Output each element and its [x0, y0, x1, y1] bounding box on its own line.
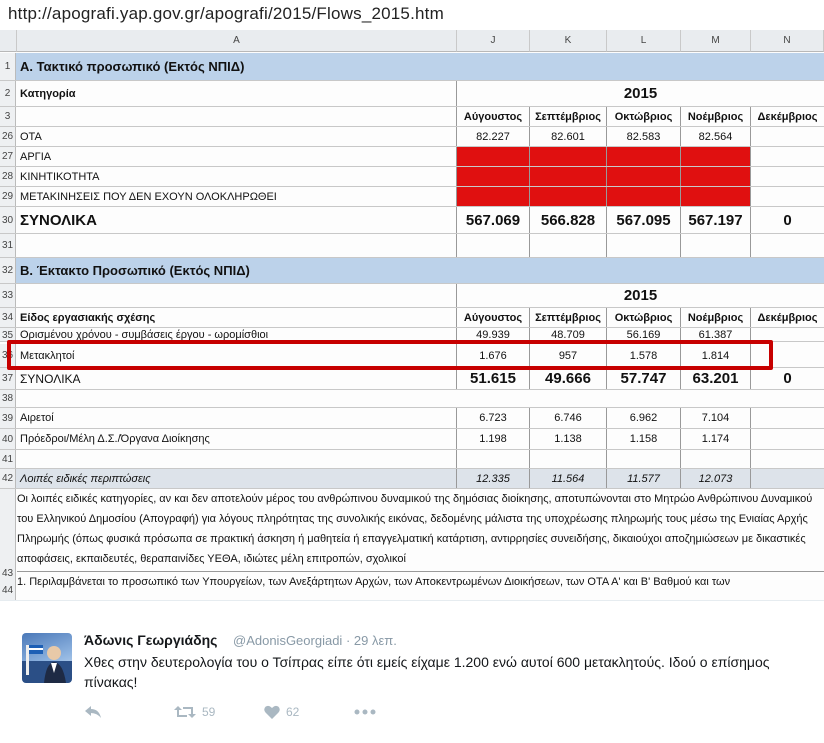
- row-number: 40: [0, 429, 16, 449]
- empty-cell: [17, 107, 457, 126]
- empty-cell: [681, 450, 751, 468]
- month-header: Αύγουστος: [457, 107, 530, 126]
- row-number: 26: [0, 127, 16, 146]
- value-cell: 6.723: [457, 408, 530, 428]
- row-label: Λοιπές ειδικές περιπτώσεις: [17, 469, 457, 488]
- empty-cell: [681, 234, 751, 257]
- redacted-cell: [530, 167, 607, 186]
- argia-row: [0, 147, 824, 167]
- col-header-m: M: [681, 30, 751, 52]
- more-button[interactable]: [354, 709, 376, 715]
- value-cell: 82.564: [681, 127, 751, 146]
- footnote: 1. Περιλαμβάνεται το προσωπικό των Υπουργείων, των Ανεξάρτητων Αρχών, των Αποκεντρωμένων Διοικήσεων, των ΟΤΑ Α' και Β' Βαθμού και των: [17, 571, 824, 592]
- col-header-k: K: [530, 30, 607, 52]
- row-label: Ορισμένου χρόνου - συμβάσεις έργου - ωρομίσθιοι: [17, 328, 457, 341]
- redacted-cell: [457, 167, 530, 186]
- like-button[interactable]: [264, 705, 354, 719]
- section-a-title-row: [0, 53, 824, 81]
- row-number: 29: [0, 187, 16, 206]
- tweet-actions: [84, 701, 376, 723]
- year-row: [0, 284, 824, 308]
- section-b-total-row: [0, 368, 824, 390]
- value-cell: 1.174: [681, 429, 751, 449]
- more-icon: [354, 709, 376, 715]
- value-cell: 7.104: [681, 408, 751, 428]
- empty-cell: [530, 450, 607, 468]
- value-cell: 61.387: [681, 328, 751, 341]
- month-header: Δεκέμβριος: [757, 110, 818, 123]
- section-a-title: Α. Τακτικό προσωπικό (Εκτός ΝΠΙΔ): [20, 59, 245, 74]
- row-label: ΚΙΝΗΤΙΚΟΤΗΤΑ: [17, 167, 457, 186]
- month-header: Οκτώβριος: [607, 107, 681, 126]
- row-number: 39: [0, 408, 16, 428]
- row-number: 27: [0, 147, 16, 166]
- row-label: Μετακλητοί: [17, 344, 457, 367]
- row-label: ΜΕΤΑΚΙΝΗΣΕΙΣ ΠΟΥ ΔΕΝ ΕΧΟΥΝ ΟΛΟΚΛΗΡΩΘΕΙ: [17, 187, 457, 206]
- category-label: Είδος εργασιακής σχέσης: [17, 308, 457, 327]
- section-b-months-row: [0, 308, 824, 328]
- row-number: 3: [0, 107, 16, 126]
- category-row: [0, 81, 824, 107]
- value-cell: 6.962: [607, 408, 681, 428]
- empty-row: [0, 234, 824, 258]
- author-name[interactable]: Άδωνις Γεωργιάδης: [84, 632, 218, 648]
- total-cell: 51.615: [457, 368, 530, 389]
- total-cell: 567.095: [607, 207, 681, 233]
- row-label: Αιρετοί: [17, 408, 457, 428]
- row-number: 1: [0, 53, 16, 80]
- empty-cell: [607, 450, 681, 468]
- row-number: 32: [0, 258, 16, 283]
- section-b-title-row: [0, 258, 824, 284]
- corner-cell: [0, 30, 17, 52]
- row-number: 44: [0, 581, 16, 600]
- value-cell: 11.564: [530, 469, 607, 488]
- airetoi-row: [0, 408, 824, 429]
- redacted-cell: [607, 147, 681, 166]
- row-label: ΑΡΓΙΑ: [17, 147, 457, 166]
- category-label: Κατηγορία: [17, 81, 457, 106]
- row-label: ΣΥΝΟΛΙΚΑ: [17, 368, 457, 389]
- months-row: [0, 107, 824, 127]
- month-header: Αύγουστος: [457, 308, 530, 327]
- empty-cell: [607, 234, 681, 257]
- redacted-cell: [681, 167, 751, 186]
- empty-cell: [457, 234, 530, 257]
- empty-cell: [17, 284, 457, 307]
- spreadsheet-image: [0, 30, 824, 600]
- value-cell: 82.601: [530, 127, 607, 146]
- avatar[interactable]: [22, 633, 72, 683]
- empty-cell: [17, 234, 457, 257]
- author-handle[interactable]: @AdonisGeorgiadi: [233, 633, 343, 648]
- value-cell: 1.138: [530, 429, 607, 449]
- section-a-total-row: [0, 207, 824, 234]
- row-number: 37: [0, 368, 16, 389]
- total-cell: 566.828: [530, 207, 607, 233]
- month-header: Νοέμβριος: [681, 308, 751, 327]
- row-number: 43: [0, 489, 16, 581]
- row-label: ΣΥΝΟΛΙΚΑ: [17, 207, 457, 233]
- value-cell: 12.073: [681, 469, 751, 488]
- month-header: Σεπτέμβριος: [530, 107, 607, 126]
- row-number: 38: [0, 390, 16, 407]
- row-number: 35: [0, 328, 16, 341]
- value-cell: 6.746: [530, 408, 607, 428]
- total-cell: 0: [783, 370, 792, 387]
- tweet-text: Χθες στην δευτερολογία του ο Τσίπρας είπε ότι εμείς είχαμε 1.200 ενώ αυτοί 600 μετακλητούς. Ιδού ο επίσημος πίνακας!: [84, 654, 770, 690]
- value-cell: 957: [530, 344, 607, 367]
- empty-row: [0, 390, 824, 408]
- col-header-n: N: [751, 30, 824, 52]
- heart-icon: [264, 705, 280, 719]
- value-cell: 1.676: [457, 344, 530, 367]
- row-label: Πρόεδροι/Μέλη Δ.Σ./Όργανα Διοίκησης: [17, 429, 457, 449]
- explanatory-note: Οι λοιπές ειδικές κατηγορίες, αν και δεν αποτελούν μέρος του ανθρώπινου δυναμικού της δημόσιας διοίκησης, αποτυπώνονται στο Μητρώο Ανθρώπινου Δυναμικού του Ελληνικού Δημοσίου (Απογραφή) για λόγους πληρότητας της συνολικής εικόνας, δεδομένης μάλιστα της υποχρέωσης πληρωμής τους μέσω της Ενιαίας Αρχής Πληρωμής (όπως φυσικά πρόσωπα σε πρακτική άσκηση ή μαθητεία ή επαγγελματική κατάρτιση, αντιρρησίες συνειδήσης, δικαιούχοι αποζημιώσεων με δικαστικές αποφάσεις, εκπαιδευτές, θεραπαινίδες ΥΕΘΑ, ιδιώτες μέλη επιτροπών, σχολικοί: [17, 493, 813, 565]
- total-cell: 0: [783, 211, 792, 229]
- month-header: Δεκέμβριος: [757, 311, 818, 324]
- row-label: ΟΤΑ: [17, 127, 457, 146]
- redacted-cell: [457, 187, 530, 206]
- tweet-time[interactable]: 29 λεπ.: [353, 633, 397, 648]
- total-cell: 49.666: [530, 368, 607, 389]
- tweet: [0, 600, 824, 743]
- reply-button[interactable]: [84, 705, 174, 719]
- empty-row: [0, 450, 824, 469]
- value-cell: 56.169: [607, 328, 681, 341]
- month-header: Οκτώβριος: [607, 308, 681, 327]
- row-number: 30: [0, 207, 16, 233]
- redacted-cell: [607, 167, 681, 186]
- value-cell: 48.709: [530, 328, 607, 341]
- section-b-title: Β. Έκτακτο Προσωπικό (Εκτός ΝΠΙΔ): [20, 263, 250, 278]
- value-cell: 82.583: [607, 127, 681, 146]
- value-cell: 1.198: [457, 429, 530, 449]
- retweet-count: 59: [202, 705, 216, 719]
- kinitikotita-row: [0, 167, 824, 187]
- redacted-cell: [681, 147, 751, 166]
- row-number: 28: [0, 167, 16, 186]
- author-handle-line[interactable]: @AdonisGeorgiadi · 29 λεπ.: [233, 633, 397, 648]
- redacted-cell: [530, 187, 607, 206]
- col-header-j: J: [457, 30, 530, 52]
- ota-row: [0, 127, 824, 147]
- total-cell: 57.747: [607, 368, 681, 389]
- year-label: 2015: [623, 85, 658, 102]
- total-cell: 567.069: [457, 207, 530, 233]
- empty-cell: [17, 450, 457, 468]
- month-header: Σεπτέμβριος: [530, 308, 607, 327]
- redacted-cell: [681, 187, 751, 206]
- value-cell: 1.158: [607, 429, 681, 449]
- value-cell: 82.227: [457, 127, 530, 146]
- empty-cell: [530, 234, 607, 257]
- total-cell: 567.197: [681, 207, 751, 233]
- empty-cell: [457, 450, 530, 468]
- redacted-cell: [457, 147, 530, 166]
- col-header-l: L: [607, 30, 681, 52]
- value-cell: 11.577: [607, 469, 681, 488]
- redacted-cell: [530, 147, 607, 166]
- special-cases-row: [0, 469, 824, 489]
- month-header: Νοέμβριος: [681, 107, 751, 126]
- row-number: 31: [0, 234, 16, 257]
- value-cell: 1.814: [681, 344, 751, 367]
- like-count: 62: [286, 705, 300, 719]
- retweet-button[interactable]: [174, 705, 264, 719]
- total-cell: 63.201: [681, 368, 751, 389]
- year-label: 2015: [623, 287, 658, 304]
- value-cell: 1.578: [607, 344, 681, 367]
- row-number: 36: [0, 344, 16, 367]
- retweet-icon: [174, 705, 196, 719]
- row-number: 34: [0, 308, 16, 327]
- row-number: 33: [0, 284, 16, 307]
- row-number: 41: [0, 450, 16, 468]
- reply-icon: [84, 705, 102, 719]
- value-cell: 12.335: [457, 469, 530, 488]
- metakiniseis-row: [0, 187, 824, 207]
- url-text: http://apografi.yap.gov.gr/apografi/2015/Flows_2015.htm: [8, 4, 444, 23]
- row-number: 42: [0, 469, 16, 488]
- redacted-cell: [607, 187, 681, 206]
- highlight-box: [7, 340, 773, 370]
- value-cell: 49.939: [457, 328, 530, 341]
- proedroi-row: [0, 429, 824, 450]
- col-header-a: A: [17, 30, 457, 52]
- row-number: 2: [0, 81, 16, 106]
